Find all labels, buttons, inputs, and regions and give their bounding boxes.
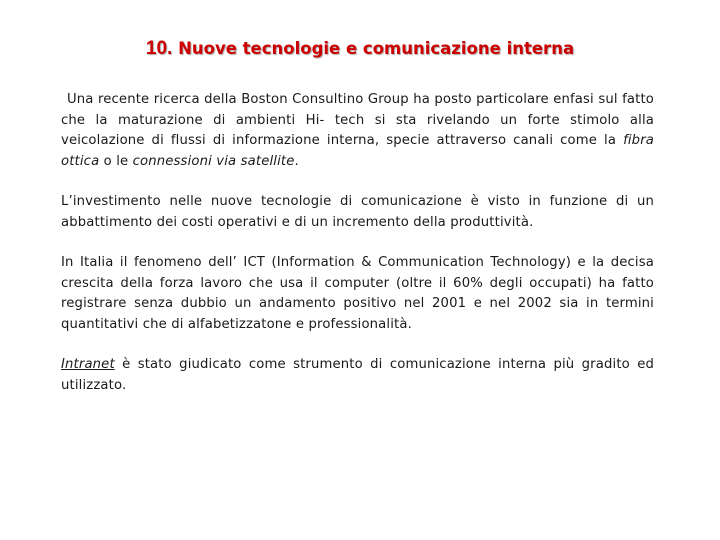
paragraph-4-text: è stato giudicato come strumento di comunicazione interna più gradito ed utilizzato. <box>61 357 654 393</box>
page-title <box>0 38 720 60</box>
paragraph-1-text-a: Una recente ricerca della Boston Consultino Group ha posto particolare enfasi sul fatto che la maturazione di ambienti Hi- tech si sta rivelando un forte stimolo alla veicolazione di flussi di informazione interna, specie attraverso canali come la <box>61 92 654 148</box>
body-text <box>61 90 654 416</box>
paragraph-2: L’investimento nelle nuove tecnologie di comunicazione è visto in funzione di un abbattimento dei costi operativi e di un incremento della produttività. <box>61 194 654 230</box>
paragraph-1-italic-b: connessioni via satellite <box>132 153 295 169</box>
paragraph-1-italic-a: fibra ottica <box>61 133 654 169</box>
paragraph-1 <box>61 90 654 172</box>
intranet-term: Intranet <box>61 357 115 372</box>
paragraph-3: In Italia il fenomeno dell’ ICT (Information & Communication Technology) e la decisa crescita della forza lavoro che usa il computer (oltre il 60% degli occupati) ha fatto registrare senza dubbio un andamento positivo nel 2001 e nel 2002 sia in termini quantitativi che di alfabetizzatone e professionalità. <box>61 255 654 332</box>
title-number: 10. <box>145 38 173 59</box>
paragraph-1-text-c: . <box>294 153 299 169</box>
paragraph-4 <box>61 355 654 396</box>
paragraph-1-text-b: o le <box>99 153 133 169</box>
title-text: Nuove tecnologie e comunicazione interna <box>178 39 575 58</box>
